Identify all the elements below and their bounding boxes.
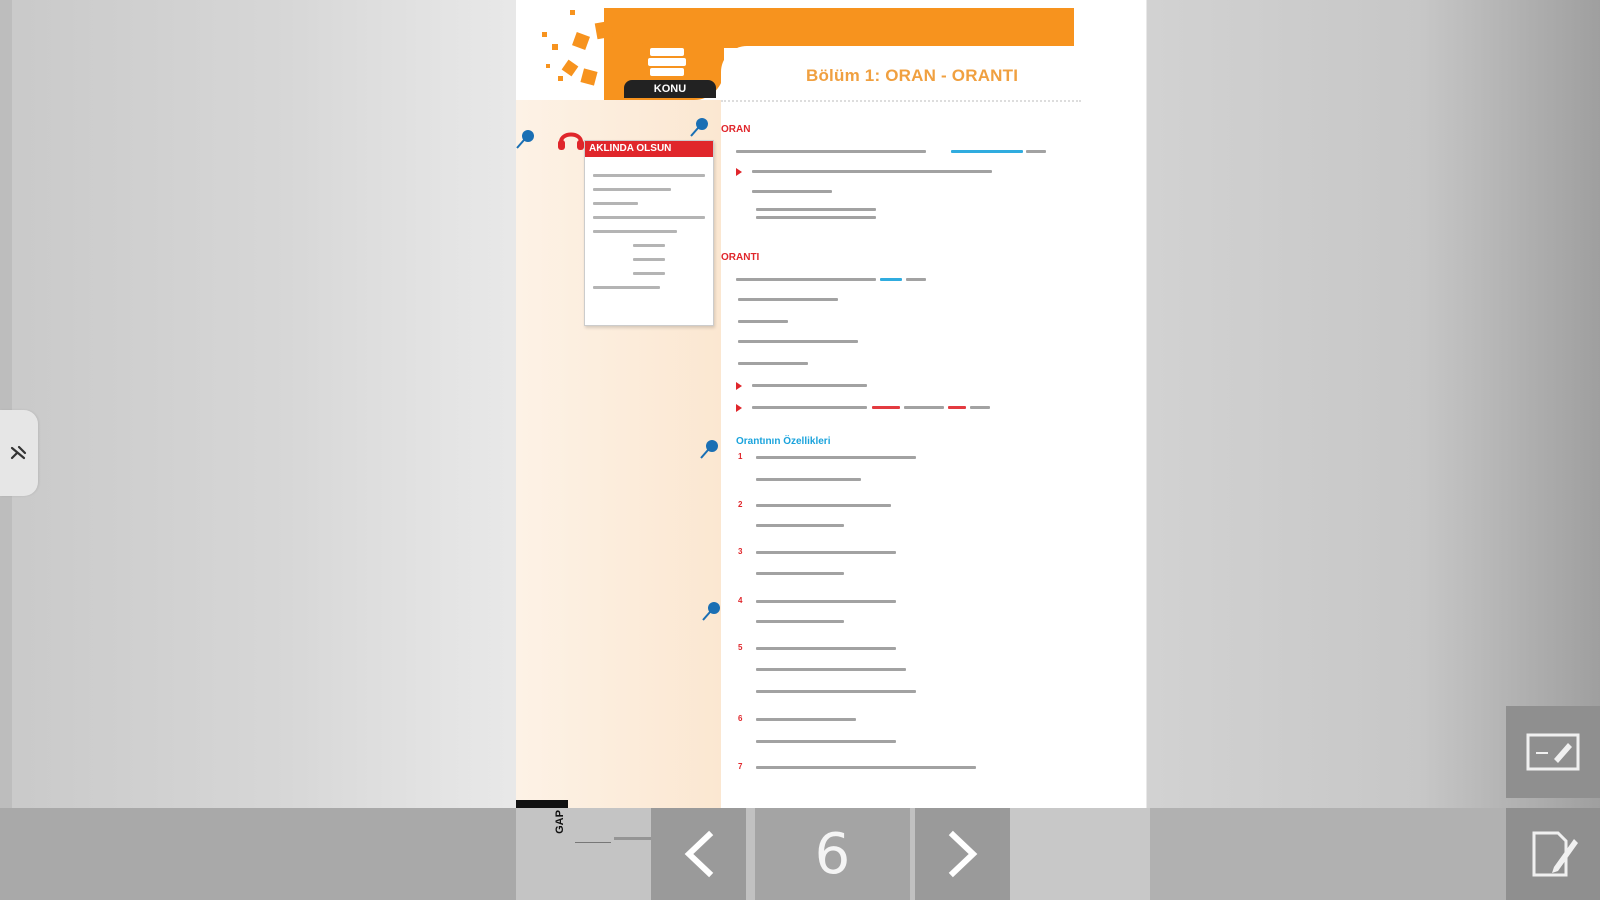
- section-ozellikler: Orantının Özellikleri: [736, 436, 831, 447]
- note-edit-button[interactable]: [1506, 808, 1600, 900]
- note-edit-icon: [1524, 829, 1582, 879]
- slideshow-edit-icon: [1524, 727, 1582, 777]
- next-page-button[interactable]: [915, 808, 1010, 900]
- item-number: 5: [738, 643, 743, 652]
- header-orange-band: [636, 8, 1074, 48]
- header-divider: [721, 100, 1081, 102]
- item-number: 4: [738, 596, 743, 605]
- item-number: 1: [738, 452, 743, 461]
- page-number-display[interactable]: 6: [755, 808, 910, 900]
- section-oran: ORAN: [721, 124, 751, 135]
- pin-icon[interactable]: [698, 438, 720, 460]
- side-panel-toggle[interactable]: [0, 410, 38, 496]
- book-icon: [646, 44, 688, 80]
- publisher-logo: GAP: [553, 810, 566, 834]
- pin-icon[interactable]: [700, 600, 722, 622]
- note-box-title: AKLINDA OLSUN: [585, 141, 713, 157]
- konu-badge: KONU: [624, 80, 716, 98]
- pin-icon[interactable]: [688, 116, 710, 138]
- item-number: 2: [738, 500, 743, 509]
- slideshow-edit-button[interactable]: [1506, 706, 1600, 798]
- chevron-right-icon: [943, 829, 983, 879]
- note-box: [584, 140, 714, 326]
- item-number: 3: [738, 547, 743, 556]
- chapter-title: Bölüm 1: ORAN - ORANTI: [806, 66, 1019, 85]
- previous-page-button[interactable]: [651, 808, 746, 900]
- item-number: 6: [738, 714, 743, 723]
- book-page: [516, 0, 1146, 808]
- close-x-icon: [8, 442, 30, 464]
- item-number: 7: [738, 762, 743, 771]
- pin-icon[interactable]: [516, 128, 536, 150]
- headset-icon: [556, 124, 586, 158]
- publisher-badge: [516, 800, 568, 808]
- section-oranti: ORANTI: [721, 252, 760, 263]
- chevron-left-icon: [679, 829, 719, 879]
